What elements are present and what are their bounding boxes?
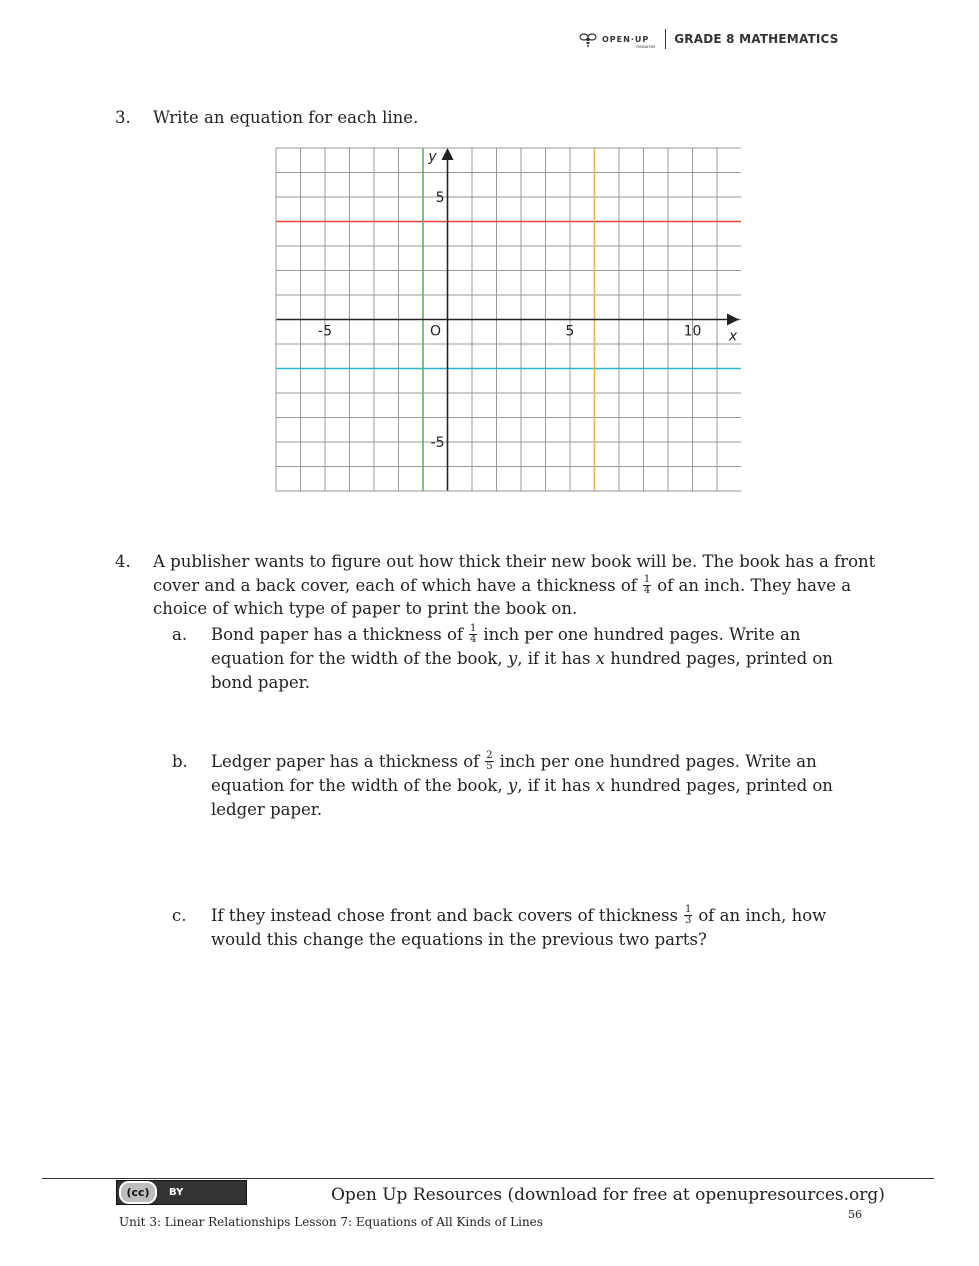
cc-icon: (cc) — [119, 1181, 157, 1204]
logo-text: OPEN·UP — [602, 34, 650, 44]
fraction-denominator: 3 — [684, 915, 692, 926]
fraction-denominator: 5 — [486, 761, 493, 772]
q4-intro-line2-post: of an inch. They have a — [657, 576, 852, 595]
bee-icon — [578, 29, 598, 49]
variable-x: x — [595, 776, 605, 795]
header-divider — [665, 29, 666, 49]
page-number: 56 — [848, 1208, 862, 1221]
q4b-line1-post: inch per one hundred pages. Write an — [499, 752, 817, 771]
fraction-numerator: 2 — [486, 750, 493, 761]
variable-y: y — [507, 776, 518, 795]
footer-unit-title: Unit 3: Linear Relationships Lesson 7: Equations of All Kinds of Lines — [119, 1215, 543, 1229]
q4b-line2-pre: equation for the width of the book, — [211, 776, 503, 795]
q4b-line2 — [211, 774, 833, 798]
x-axis-arrow — [727, 314, 739, 326]
footer-attribution: Open Up Resources (download for free at openupresources.org) — [331, 1185, 885, 1205]
q4a-label: a. — [172, 625, 188, 644]
variable-x: x — [595, 649, 605, 668]
fraction-one-quarter — [643, 575, 651, 596]
q4a-line3: bond paper. — [211, 673, 310, 692]
footer-divider — [42, 1178, 934, 1179]
q4a-line2 — [211, 647, 833, 671]
fraction-two-fifths — [485, 751, 493, 772]
q4b-line3: ledger paper. — [211, 800, 323, 819]
y-tick-label: -5 — [430, 435, 445, 451]
q4c-line2: would this change the equations in the previous two parts? — [211, 930, 707, 949]
cc-by-license-badge — [116, 1180, 247, 1205]
y-axis-label: y — [428, 149, 437, 165]
fraction-denominator: 4 — [470, 634, 477, 645]
origin-label: O — [429, 323, 442, 340]
q3-text: Write an equation for each line. — [153, 108, 419, 127]
q3-number: 3. — [115, 108, 131, 127]
fraction-denominator: 4 — [643, 585, 651, 596]
x-tick-label: -5 — [318, 323, 332, 340]
coordinate-graph — [275, 147, 741, 492]
page-header — [578, 26, 839, 52]
q4a-line2-pre: equation for the width of the book, — [211, 649, 503, 668]
fraction-one-quarter — [469, 624, 477, 645]
q4b-label: b. — [172, 752, 188, 771]
q4a-line1 — [211, 623, 801, 647]
x-tick-label: 10 — [683, 323, 702, 340]
q4-intro-line3: choice of which type of paper to print the book on. — [153, 599, 578, 618]
q4b-line2-mid: , if it has — [517, 776, 591, 795]
q4c-line1-post: of an inch, how — [698, 906, 827, 925]
q4c-label: c. — [172, 906, 187, 925]
header-title: GRADE 8 MATHEMATICS — [674, 32, 839, 46]
q4a-line2-post: hundred pages, printed on — [610, 649, 833, 668]
q4b-line1-pre: Ledger paper has a thickness of — [211, 752, 480, 771]
by-icon: BY — [169, 1187, 184, 1198]
q4c-line1 — [211, 904, 826, 928]
q4c-line1-pre: If they instead chose front and back covers of thickness — [211, 906, 678, 925]
q4-intro-line2 — [153, 574, 851, 598]
q4a-line1-pre: Bond paper has a thickness of — [211, 625, 463, 644]
y-tick-label: 5 — [435, 190, 445, 206]
y-axis-arrow — [442, 148, 454, 160]
q4a-line2-mid: , if it has — [517, 649, 591, 668]
q4-number: 4. — [115, 552, 131, 571]
fraction-numerator: 1 — [470, 623, 477, 634]
x-tick-label: 5 — [565, 323, 575, 340]
q4b-line1 — [211, 750, 817, 774]
fraction-one-third — [684, 905, 692, 926]
variable-y: y — [507, 649, 518, 668]
q4-intro-line1: A publisher wants to figure out how thick their new book will be. The book has a front — [153, 552, 876, 571]
q4-intro-line2-pre: cover and a back cover, each of which have a thickness of — [153, 576, 637, 595]
fraction-numerator: 1 — [643, 574, 651, 585]
x-axis-label: x — [728, 328, 738, 345]
q4a-line1-post: inch per one hundred pages. Write an — [483, 625, 801, 644]
logo-subtext: resources — [636, 44, 656, 49]
q4b-line2-post: hundred pages, printed on — [610, 776, 833, 795]
fraction-numerator: 1 — [684, 904, 692, 915]
